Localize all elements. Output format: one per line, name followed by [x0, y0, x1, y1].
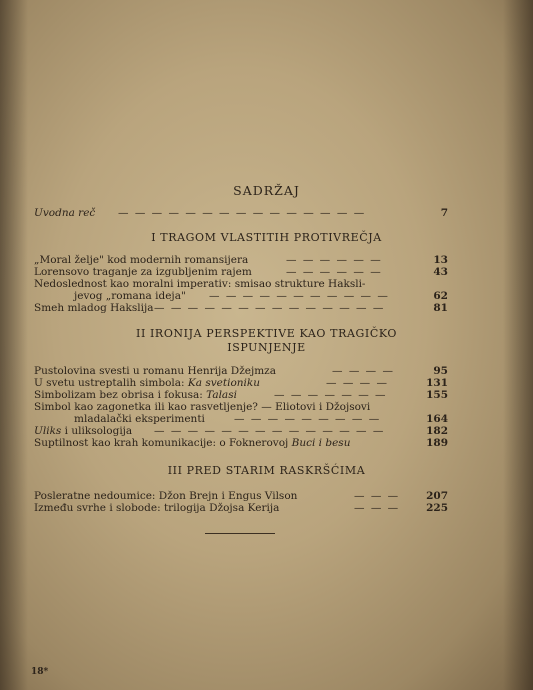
toc-entry-text: Uliks i uliksologija	[34, 425, 133, 437]
leader-dashes: — — — — — — —	[274, 389, 388, 401]
leader-dashes: — — — — — — — — —	[234, 413, 381, 425]
toc-entry-text: Simbol kao zagonetka ili kao rasvetljenje? — Eliotovi i Džojsovi	[34, 401, 371, 413]
toc-page-number: 155	[426, 389, 448, 401]
page-title: SADRŽAJ	[233, 183, 300, 198]
toc-page-number: 81	[433, 302, 448, 314]
toc-page-number: 189	[426, 437, 448, 449]
section-heading-3: III PRED STARIM RASKRŠĆIMA	[167, 464, 366, 477]
leader-dashes: — — — — — — — — — — —	[209, 290, 390, 302]
toc-page-number: 43	[433, 266, 448, 278]
section-heading-2: II IRONIJA PERSPEKTIVE KAO TRAGIČKO	[136, 327, 397, 340]
toc-entry-text: Simbolizam bez obrisa i fokusa: Talasi	[34, 389, 237, 401]
toc-entry-text: Lorensovo traganje za izgubljenim rajem	[34, 266, 252, 278]
toc-entry-text: Nedoslednost kao moralni imperativ: smisao strukture Haksli-	[34, 278, 366, 290]
leader-dashes: — — — —	[326, 377, 389, 389]
leader-dashes: — — — — — —	[286, 254, 383, 266]
leader-dashes: — — — — — — — — — — — — — — —	[118, 207, 366, 219]
toc-entry-text: Suptilnost kao krah komunikacije: o Foknerovoj Buci i besu	[34, 437, 351, 449]
leader-dashes: — — —	[354, 490, 400, 502]
toc-entry-text: Između svrhe i slobode: trilogija Džojsa Kerija	[34, 502, 280, 514]
end-rule	[205, 533, 275, 534]
toc-entry-text: jevog „romana ideja"	[74, 290, 186, 302]
section-heading-1: I TRAGOM VLASTITIH PROTIVREČJA	[151, 231, 382, 244]
toc-page-number: 182	[426, 425, 448, 437]
leader-dashes: — — — — — — — — — — — — — —	[154, 425, 385, 437]
section-heading-2-cont: ISPUNJENJE	[227, 341, 306, 354]
toc-page-number: 207	[426, 490, 448, 502]
toc-page-number: 131	[426, 377, 448, 389]
toc-entry-text: „Moral želje" kod modernih romansijera	[34, 254, 249, 266]
toc-entry-text: Smeh mladog Hakslija	[34, 302, 154, 314]
toc-entry-text: mladalački eksperimenti	[74, 413, 205, 425]
toc-page-number: 62	[433, 290, 448, 302]
toc-entry-text: U svetu ustreptalih simbola: Ka svetioniku	[34, 377, 261, 389]
leader-dashes: — — —	[354, 502, 400, 514]
toc-entry-text: Uvodna reč	[34, 207, 96, 219]
leader-dashes: — — — — — — — — — — — — — —	[154, 302, 385, 314]
toc-page-number: 13	[433, 254, 448, 266]
toc-page-number: 95	[433, 365, 448, 377]
leader-dashes: — — — — — —	[286, 266, 383, 278]
toc-page-number: 7	[440, 207, 448, 219]
toc-entry-text: Pustolovina svesti u romanu Henrija Džejmza	[34, 365, 276, 377]
toc-entry-text: Posleratne nedoumice: Džon Brejn i Engus Vilson	[34, 490, 298, 502]
toc-page-number: 225	[426, 502, 448, 514]
leader-dashes: — — — —	[332, 365, 395, 377]
signature-mark: 18*	[31, 667, 49, 677]
toc-page-number: 164	[426, 413, 448, 425]
